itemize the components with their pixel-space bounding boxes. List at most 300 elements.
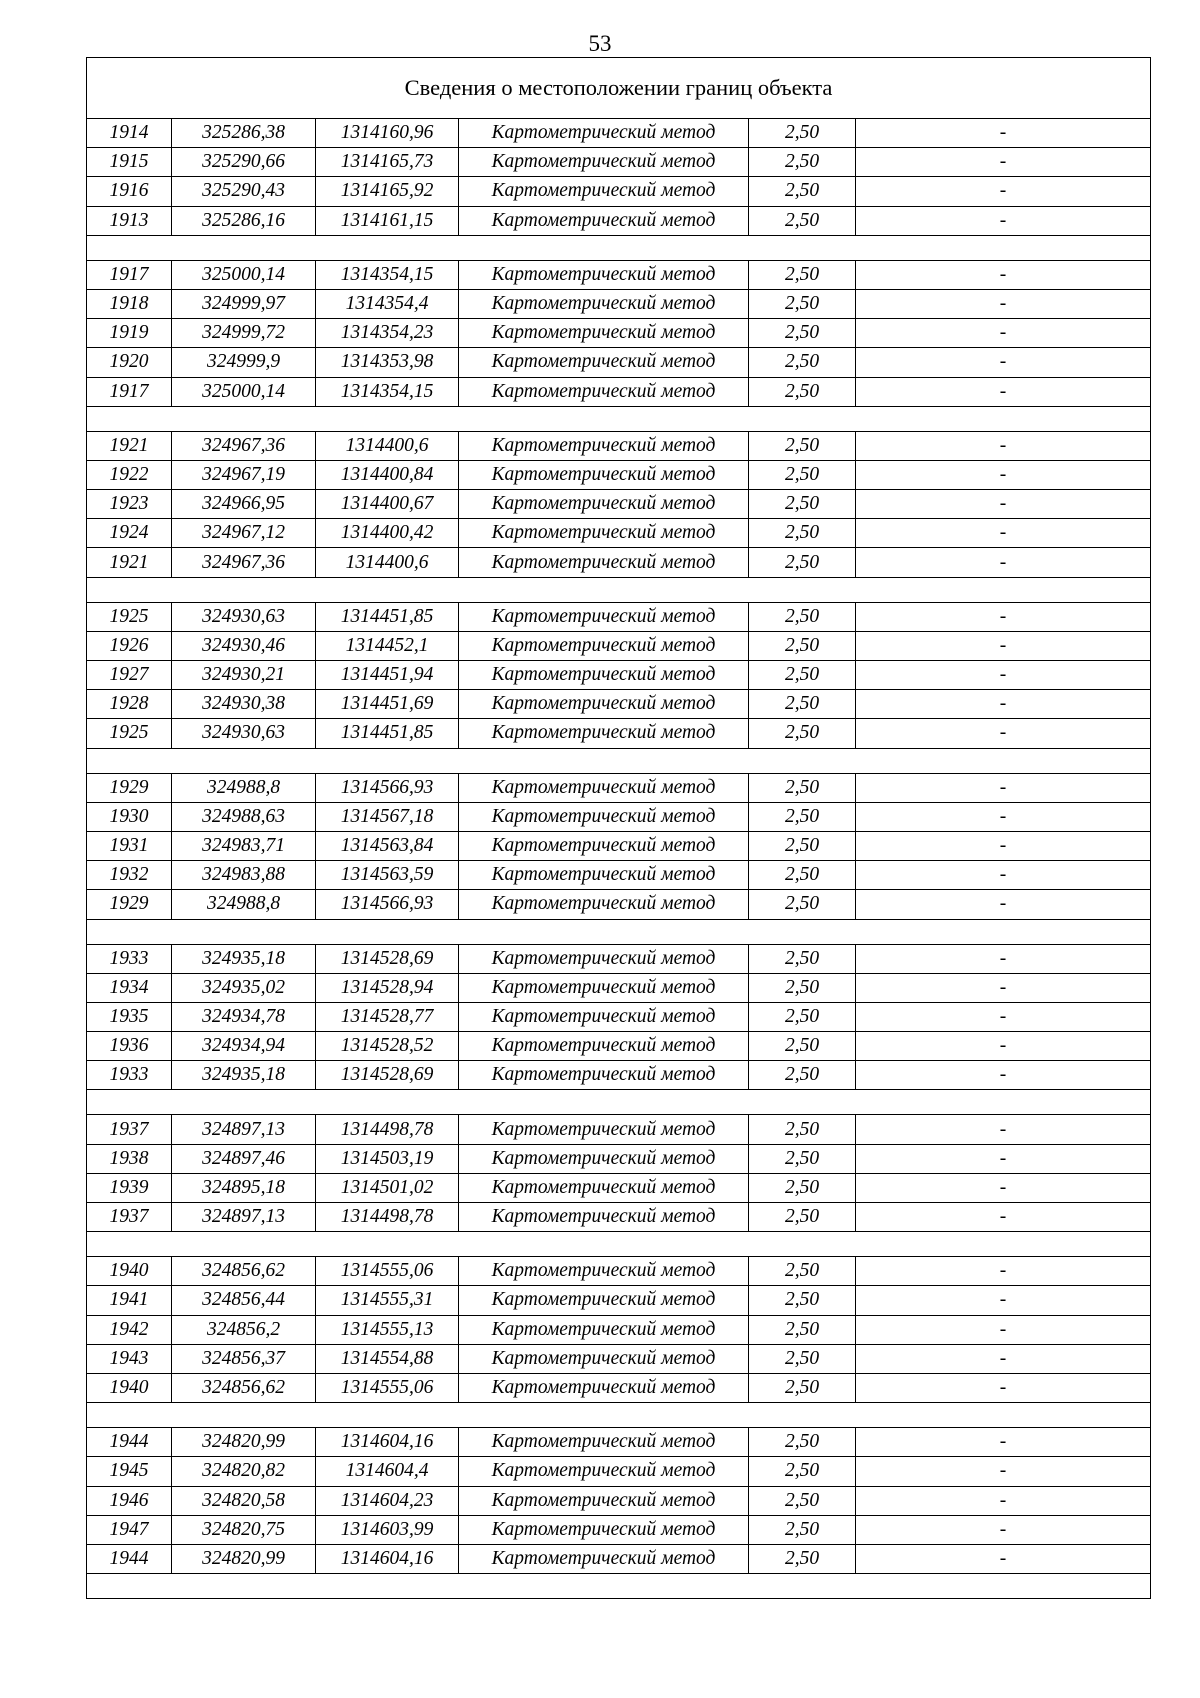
accuracy-cell: 2,50 [749,148,856,177]
x-coordinate-cell: 324983,88 [172,861,316,890]
method-cell: Картометрический метод [459,206,749,235]
point-number-cell: 1934 [87,973,172,1002]
group-separator-row [87,1232,1151,1257]
point-number-cell: 1933 [87,1061,172,1090]
boundary-table [86,57,1151,1599]
table-row [87,148,1151,177]
x-coordinate-cell: 324930,21 [172,661,316,690]
point-number-cell: 1943 [87,1344,172,1373]
method-cell: Картометрический метод [459,773,749,802]
point-number-cell: 1946 [87,1486,172,1515]
x-coordinate-cell: 324930,38 [172,690,316,719]
description-cell: - [856,661,1151,690]
table-row [87,377,1151,406]
point-number-cell: 1919 [87,319,172,348]
table-row [87,631,1151,660]
x-coordinate-cell: 324983,71 [172,831,316,860]
table-row [87,1286,1151,1315]
accuracy-cell: 2,50 [749,831,856,860]
description-cell: - [856,548,1151,577]
point-number-cell: 1923 [87,490,172,519]
y-coordinate-cell: 1314555,06 [316,1373,459,1402]
description-cell: - [856,177,1151,206]
table-row [87,602,1151,631]
group-separator-cell [87,577,1151,602]
x-coordinate-cell: 324820,99 [172,1428,316,1457]
x-coordinate-cell: 324966,95 [172,490,316,519]
point-number-cell: 1933 [87,944,172,973]
accuracy-cell: 2,50 [749,1315,856,1344]
method-cell: Картометрический метод [459,1144,749,1173]
table-row [87,773,1151,802]
table-row [87,431,1151,460]
description-cell: - [856,719,1151,748]
point-number-cell: 1942 [87,1315,172,1344]
method-cell: Картометрический метод [459,831,749,860]
group-separator-cell [87,748,1151,773]
accuracy-cell: 2,50 [749,1032,856,1061]
method-cell: Картометрический метод [459,1286,749,1315]
table-row [87,890,1151,919]
description-cell: - [856,1203,1151,1232]
method-cell: Картометрический метод [459,460,749,489]
table-row [87,260,1151,289]
table-row [87,548,1151,577]
page-number: 53 [588,31,612,56]
x-coordinate-cell: 324897,46 [172,1144,316,1173]
group-separator-row [87,235,1151,260]
point-number-cell: 1940 [87,1257,172,1286]
x-coordinate-cell: 324934,94 [172,1032,316,1061]
y-coordinate-cell: 1314451,94 [316,661,459,690]
table-row [87,490,1151,519]
accuracy-cell: 2,50 [749,1257,856,1286]
point-number-cell: 1939 [87,1173,172,1202]
method-cell: Картометрический метод [459,431,749,460]
x-coordinate-cell: 324856,62 [172,1373,316,1402]
method-cell: Картометрический метод [459,319,749,348]
x-coordinate-cell: 324820,58 [172,1486,316,1515]
group-separator-row [87,1574,1151,1599]
accuracy-cell: 2,50 [749,690,856,719]
accuracy-cell: 2,50 [749,548,856,577]
y-coordinate-cell: 1314604,4 [316,1457,459,1486]
x-coordinate-cell: 324967,12 [172,519,316,548]
x-coordinate-cell: 324930,63 [172,602,316,631]
description-cell: - [856,490,1151,519]
point-number-cell: 1921 [87,431,172,460]
point-number-cell: 1917 [87,260,172,289]
accuracy-cell: 2,50 [749,348,856,377]
description-cell: - [856,690,1151,719]
y-coordinate-cell: 1314528,94 [316,973,459,1002]
description-cell: - [856,802,1151,831]
point-number-cell: 1925 [87,602,172,631]
x-coordinate-cell: 324897,13 [172,1115,316,1144]
table-row [87,861,1151,890]
y-coordinate-cell: 1314400,67 [316,490,459,519]
table-title-row [87,58,1151,119]
method-cell: Картометрический метод [459,1257,749,1286]
point-number-cell: 1917 [87,377,172,406]
description-cell: - [856,861,1151,890]
description-cell: - [856,260,1151,289]
method-cell: Картометрический метод [459,1115,749,1144]
description-cell: - [856,377,1151,406]
table-row [87,1144,1151,1173]
y-coordinate-cell: 1314563,84 [316,831,459,860]
table-row [87,1344,1151,1373]
y-coordinate-cell: 1314400,42 [316,519,459,548]
accuracy-cell: 2,50 [749,1002,856,1031]
description-cell: - [856,1257,1151,1286]
description-cell: - [856,148,1151,177]
point-number-cell: 1930 [87,802,172,831]
method-cell: Картометрический метод [459,861,749,890]
table-row [87,1373,1151,1402]
group-separator-cell [87,1232,1151,1257]
table-row [87,177,1151,206]
point-number-cell: 1920 [87,348,172,377]
method-cell: Картометрический метод [459,1061,749,1090]
y-coordinate-cell: 1314566,93 [316,773,459,802]
accuracy-cell: 2,50 [749,661,856,690]
y-coordinate-cell: 1314604,16 [316,1544,459,1573]
description-cell: - [856,890,1151,919]
y-coordinate-cell: 1314528,77 [316,1002,459,1031]
method-cell: Картометрический метод [459,177,749,206]
x-coordinate-cell: 324967,19 [172,460,316,489]
group-separator-row [87,1090,1151,1115]
point-number-cell: 1918 [87,289,172,318]
point-number-cell: 1916 [87,177,172,206]
description-cell: - [856,348,1151,377]
point-number-cell: 1938 [87,1144,172,1173]
point-number-cell: 1924 [87,519,172,548]
method-cell: Картометрический метод [459,289,749,318]
x-coordinate-cell: 324999,9 [172,348,316,377]
y-coordinate-cell: 1314528,69 [316,944,459,973]
accuracy-cell: 2,50 [749,1486,856,1515]
y-coordinate-cell: 1314353,98 [316,348,459,377]
table-row [87,690,1151,719]
description-cell: - [856,1457,1151,1486]
x-coordinate-cell: 325290,43 [172,177,316,206]
method-cell: Картометрический метод [459,602,749,631]
x-coordinate-cell: 324856,37 [172,1344,316,1373]
point-number-cell: 1925 [87,719,172,748]
point-number-cell: 1936 [87,1032,172,1061]
accuracy-cell: 2,50 [749,602,856,631]
description-cell: - [856,1428,1151,1457]
y-coordinate-cell: 1314554,88 [316,1344,459,1373]
x-coordinate-cell: 324856,2 [172,1315,316,1344]
accuracy-cell: 2,50 [749,319,856,348]
accuracy-cell: 2,50 [749,1428,856,1457]
y-coordinate-cell: 1314503,19 [316,1144,459,1173]
description-cell: - [856,1032,1151,1061]
y-coordinate-cell: 1314567,18 [316,802,459,831]
accuracy-cell: 2,50 [749,377,856,406]
table-row [87,519,1151,548]
table-row [87,319,1151,348]
y-coordinate-cell: 1314528,69 [316,1061,459,1090]
x-coordinate-cell: 324999,97 [172,289,316,318]
y-coordinate-cell: 1314501,02 [316,1173,459,1202]
point-number-cell: 1929 [87,773,172,802]
method-cell: Картометрический метод [459,719,749,748]
group-separator-row [87,577,1151,602]
y-coordinate-cell: 1314451,85 [316,719,459,748]
description-cell: - [856,1315,1151,1344]
method-cell: Картометрический метод [459,1486,749,1515]
group-separator-row [87,748,1151,773]
point-number-cell: 1927 [87,661,172,690]
x-coordinate-cell: 324999,72 [172,319,316,348]
method-cell: Картометрический метод [459,802,749,831]
description-cell: - [856,119,1151,148]
point-number-cell: 1937 [87,1203,172,1232]
x-coordinate-cell: 325290,66 [172,148,316,177]
y-coordinate-cell: 1314161,15 [316,206,459,235]
x-coordinate-cell: 324930,63 [172,719,316,748]
y-coordinate-cell: 1314555,06 [316,1257,459,1286]
description-cell: - [856,602,1151,631]
y-coordinate-cell: 1314603,99 [316,1515,459,1544]
x-coordinate-cell: 324930,46 [172,631,316,660]
y-coordinate-cell: 1314400,6 [316,431,459,460]
point-number-cell: 1928 [87,690,172,719]
accuracy-cell: 2,50 [749,1115,856,1144]
accuracy-cell: 2,50 [749,431,856,460]
accuracy-cell: 2,50 [749,460,856,489]
x-coordinate-cell: 324935,02 [172,973,316,1002]
method-cell: Картометрический метод [459,1544,749,1573]
group-separator-row [87,919,1151,944]
description-cell: - [856,519,1151,548]
y-coordinate-cell: 1314555,13 [316,1315,459,1344]
accuracy-cell: 2,50 [749,519,856,548]
y-coordinate-cell: 1314451,85 [316,602,459,631]
accuracy-cell: 2,50 [749,490,856,519]
point-number-cell: 1935 [87,1002,172,1031]
accuracy-cell: 2,50 [749,1061,856,1090]
point-number-cell: 1913 [87,206,172,235]
point-number-cell: 1945 [87,1457,172,1486]
accuracy-cell: 2,50 [749,1544,856,1573]
method-cell: Картометрический метод [459,1002,749,1031]
description-cell: - [856,460,1151,489]
x-coordinate-cell: 325000,14 [172,377,316,406]
accuracy-cell: 2,50 [749,260,856,289]
method-cell: Картометрический метод [459,119,749,148]
accuracy-cell: 2,50 [749,1286,856,1315]
table-row [87,206,1151,235]
method-cell: Картометрический метод [459,1515,749,1544]
method-cell: Картометрический метод [459,1315,749,1344]
x-coordinate-cell: 324988,8 [172,773,316,802]
description-cell: - [856,431,1151,460]
y-coordinate-cell: 1314354,15 [316,377,459,406]
y-coordinate-cell: 1314165,92 [316,177,459,206]
x-coordinate-cell: 324820,75 [172,1515,316,1544]
accuracy-cell: 2,50 [749,1173,856,1202]
description-cell: - [856,831,1151,860]
x-coordinate-cell: 325286,38 [172,119,316,148]
boundary-table-body [87,58,1151,1599]
description-cell: - [856,1061,1151,1090]
table-row [87,1173,1151,1202]
group-separator-cell [87,1090,1151,1115]
method-cell: Картометрический метод [459,1032,749,1061]
accuracy-cell: 2,50 [749,1457,856,1486]
method-cell: Картометрический метод [459,661,749,690]
accuracy-cell: 2,50 [749,206,856,235]
method-cell: Картометрический метод [459,944,749,973]
x-coordinate-cell: 324988,63 [172,802,316,831]
y-coordinate-cell: 1314354,15 [316,260,459,289]
point-number-cell: 1944 [87,1428,172,1457]
x-coordinate-cell: 324935,18 [172,1061,316,1090]
point-number-cell: 1914 [87,119,172,148]
point-number-cell: 1915 [87,148,172,177]
accuracy-cell: 2,50 [749,289,856,318]
x-coordinate-cell: 324897,13 [172,1203,316,1232]
method-cell: Картометрический метод [459,148,749,177]
table-row [87,1203,1151,1232]
y-coordinate-cell: 1314528,52 [316,1032,459,1061]
point-number-cell: 1929 [87,890,172,919]
description-cell: - [856,973,1151,1002]
table-row [87,944,1151,973]
table-title: Сведения о местоположении границ объекта [87,58,1151,119]
x-coordinate-cell: 324934,78 [172,1002,316,1031]
description-cell: - [856,1373,1151,1402]
x-coordinate-cell: 324856,62 [172,1257,316,1286]
description-cell: - [856,206,1151,235]
y-coordinate-cell: 1314563,59 [316,861,459,890]
method-cell: Картометрический метод [459,1173,749,1202]
table-row [87,831,1151,860]
accuracy-cell: 2,50 [749,1144,856,1173]
x-coordinate-cell: 324820,99 [172,1544,316,1573]
method-cell: Картометрический метод [459,348,749,377]
table-row [87,802,1151,831]
x-coordinate-cell: 324935,18 [172,944,316,973]
method-cell: Картометрический метод [459,260,749,289]
x-coordinate-cell: 324856,44 [172,1286,316,1315]
y-coordinate-cell: 1314555,31 [316,1286,459,1315]
table-row [87,1257,1151,1286]
method-cell: Картометрический метод [459,1457,749,1486]
table-row [87,1115,1151,1144]
method-cell: Картометрический метод [459,690,749,719]
group-separator-cell [87,406,1151,431]
description-cell: - [856,289,1151,318]
accuracy-cell: 2,50 [749,177,856,206]
description-cell: - [856,1115,1151,1144]
point-number-cell: 1931 [87,831,172,860]
description-cell: - [856,1173,1151,1202]
method-cell: Картометрический метод [459,1373,749,1402]
x-coordinate-cell: 324820,82 [172,1457,316,1486]
accuracy-cell: 2,50 [749,861,856,890]
accuracy-cell: 2,50 [749,1373,856,1402]
group-separator-row [87,1403,1151,1428]
method-cell: Картометрический метод [459,1428,749,1457]
method-cell: Картометрический метод [459,631,749,660]
description-cell: - [856,631,1151,660]
description-cell: - [856,1544,1151,1573]
method-cell: Картометрический метод [459,377,749,406]
accuracy-cell: 2,50 [749,119,856,148]
y-coordinate-cell: 1314160,96 [316,119,459,148]
x-coordinate-cell: 324967,36 [172,548,316,577]
table-row [87,1486,1151,1515]
table-row [87,119,1151,148]
accuracy-cell: 2,50 [749,773,856,802]
point-number-cell: 1932 [87,861,172,890]
table-row [87,1544,1151,1573]
accuracy-cell: 2,50 [749,890,856,919]
description-cell: - [856,773,1151,802]
table-row [87,460,1151,489]
table-row [87,1061,1151,1090]
method-cell: Картометрический метод [459,890,749,919]
method-cell: Картометрический метод [459,519,749,548]
table-row [87,973,1151,1002]
y-coordinate-cell: 1314354,4 [316,289,459,318]
y-coordinate-cell: 1314498,78 [316,1203,459,1232]
table-row [87,1002,1151,1031]
group-separator-cell [87,919,1151,944]
accuracy-cell: 2,50 [749,1515,856,1544]
description-cell: - [856,1344,1151,1373]
x-coordinate-cell: 324967,36 [172,431,316,460]
table-row [87,289,1151,318]
accuracy-cell: 2,50 [749,973,856,1002]
description-cell: - [856,1515,1151,1544]
group-separator-cell [87,235,1151,260]
table-row [87,661,1151,690]
group-separator-row [87,406,1151,431]
accuracy-cell: 2,50 [749,719,856,748]
point-number-cell: 1944 [87,1544,172,1573]
method-cell: Картометрический метод [459,1344,749,1373]
accuracy-cell: 2,50 [749,631,856,660]
point-number-cell: 1940 [87,1373,172,1402]
y-coordinate-cell: 1314354,23 [316,319,459,348]
group-separator-cell [87,1574,1151,1599]
method-cell: Картометрический метод [459,490,749,519]
y-coordinate-cell: 1314400,84 [316,460,459,489]
accuracy-cell: 2,50 [749,1203,856,1232]
x-coordinate-cell: 324895,18 [172,1173,316,1202]
point-number-cell: 1926 [87,631,172,660]
accuracy-cell: 2,50 [749,1344,856,1373]
x-coordinate-cell: 325000,14 [172,260,316,289]
accuracy-cell: 2,50 [749,944,856,973]
y-coordinate-cell: 1314604,16 [316,1428,459,1457]
description-cell: - [856,1144,1151,1173]
description-cell: - [856,1286,1151,1315]
method-cell: Картометрический метод [459,1203,749,1232]
table-row [87,1315,1151,1344]
point-number-cell: 1922 [87,460,172,489]
method-cell: Картометрический метод [459,548,749,577]
x-coordinate-cell: 324988,8 [172,890,316,919]
y-coordinate-cell: 1314498,78 [316,1115,459,1144]
